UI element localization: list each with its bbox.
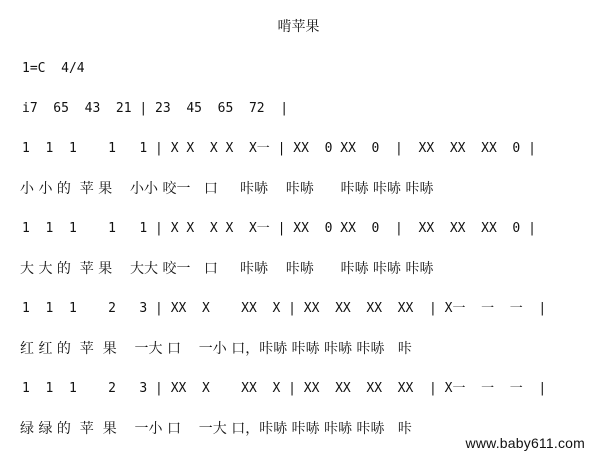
lyric-line-3: 红 红 的 苹 果 一大 口 一小 口，咔哧 咔哧 咔哧 咔哧 咔 <box>20 341 412 357</box>
intro-notation: i7 65 43 21 | 23 45 65 72 | <box>22 101 289 116</box>
notation-line-2: 1 1 1 1 1 | X X X X X一 | XX 0 XX 0 | XX XX XX 0 | <box>22 221 536 236</box>
notation-line-4: 1 1 1 2 3 | XX X XX X | XX XX XX XX | X一 一 一 | <box>22 381 547 396</box>
notation-line-3: 1 1 1 2 3 | XX X XX X | XX XX XX XX | X一 一 一 | <box>22 301 547 316</box>
lyric-line-2: 大 大 的 苹 果 大大 咬一 口 咔哧 咔哧 咔哧 咔哧 咔哧 <box>20 261 434 277</box>
lyric-line-1: 小 小 的 苹 果 小小 咬一 口 咔哧 咔哧 咔哧 咔哧 咔哧 <box>20 181 434 197</box>
site-watermark: www.baby611.com <box>465 435 585 451</box>
lyric-line-4: 绿 绿 的 苹 果 一小 口 一大 口，咔哧 咔哧 咔哧 咔哧 咔 <box>20 421 412 437</box>
notation-line-1: 1 1 1 1 1 | X X X X X一 | XX 0 XX 0 | XX XX XX 0 | <box>22 141 536 156</box>
song-title: 啃苹果 <box>277 19 320 35</box>
key-signature: 1=C 4/4 <box>22 61 85 76</box>
